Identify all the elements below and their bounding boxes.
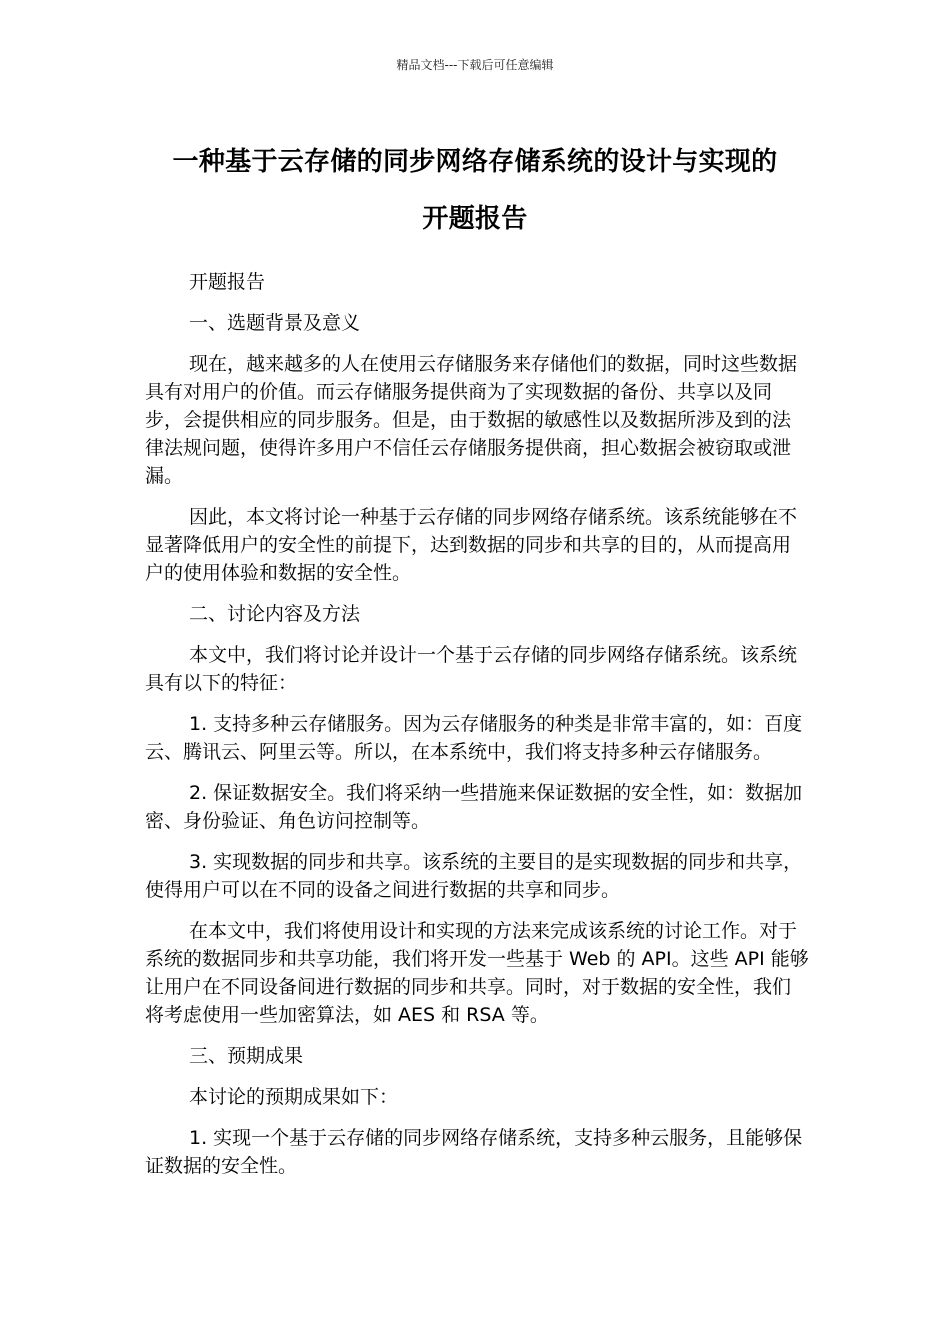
- paragraph-background: 现在，越来越多的人在使用云存储服务来存储他们的数据，同时这些数据具有对用户的价值。而云存储服务提供商为了实现数据的备份、共享以及同步，会提供相应的同步服务。但是，由于数据的敏感性以及数据所涉及到的法律法规问题，使得许多用户不信任云存储服务提供商，担心数据会被窃取或泄漏。: [145, 353, 798, 487]
- section-heading-background: 一、选题背景及意义: [189, 312, 361, 334]
- page-header: 精品文档---下载后可任意编辑: [396, 58, 554, 72]
- section-heading-expected-results: 三、预期成果: [189, 1045, 304, 1067]
- title-line-2: 开题报告: [422, 204, 528, 234]
- list-item-feature-3: 3. 实现数据的同步和共享。该系统的主要目的是实现数据的同步和共享，使得用户可以在不同的设备之间进行数据的共享和同步。: [145, 851, 803, 901]
- document-title: [130, 134, 820, 248]
- list-item-feature-1: 1. 支持多种云存储服务。因为云存储服务的种类是非常丰富的，如：百度云、腾讯云、阿里云等。所以，在本系统中，我们将支持多种云存储服务。: [145, 713, 803, 763]
- list-item-feature-2: 2. 保证数据安全。我们将采纳一些措施来保证数据的安全性，如：数据加密、身份验证、角色访问控制等。: [145, 782, 803, 832]
- paragraph-methods: 在本文中，我们将使用设计和实现的方法来完成该系统的讨论工作。对于系统的数据同步和共享功能，我们将开发一些基于 Web 的 API。这些 API 能够让用户在不同设备间进行数据的同步和共享。同时，对于数据的安全性，我们将考虑使用一些加密算法，如 AES 和 RSA 等。: [145, 920, 809, 1026]
- paragraph-system-intro: 本文中，我们将讨论并设计一个基于云存储的同步网络存储系统。该系统具有以下的特征：: [145, 644, 798, 694]
- section-heading-content-methods: 二、讨论内容及方法: [189, 603, 361, 625]
- heading-report: 开题报告: [189, 271, 266, 293]
- title-line-1: 一种基于云存储的同步网络存储系统的设计与实现的: [172, 147, 778, 177]
- document-body: [145, 268, 809, 1193]
- paragraph-results-intro: 本讨论的预期成果如下：: [189, 1086, 399, 1108]
- list-item-result-1: 1. 实现一个基于云存储的同步网络存储系统，支持多种云服务，且能够保证数据的安全性。: [145, 1127, 803, 1177]
- paragraph-purpose: 因此，本文将讨论一种基于云存储的同步网络存储系统。该系统能够在不显著降低用户的安全性的前提下，达到数据的同步和共享的目的，从而提高用户的使用体验和数据的安全性。: [145, 506, 798, 584]
